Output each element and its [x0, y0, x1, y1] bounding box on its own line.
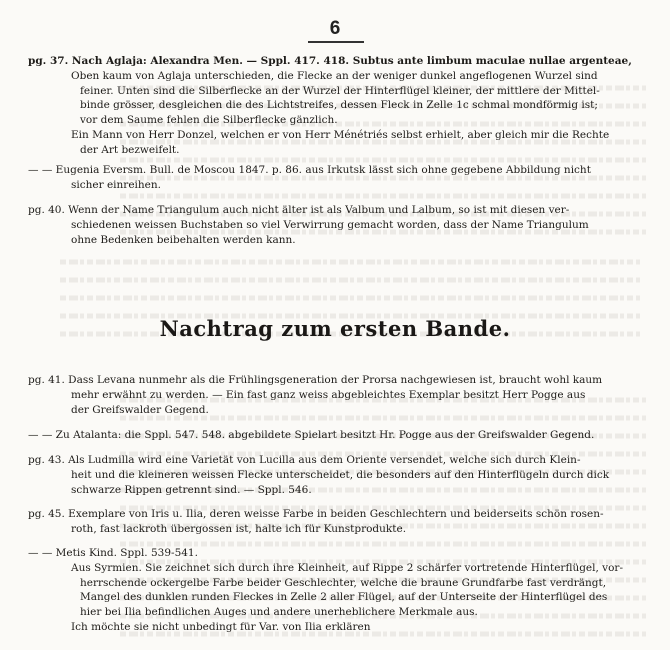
entry-pg37-aglaja [28, 54, 632, 158]
text-line: heit und die kleineren weissen Flecke unterscheidet, die besonders auf den Hinterflügeln durch dick [71, 468, 610, 481]
text-line: schiedenen weissen Buchstaben so viel Verwirrung gemacht worden, dass der Name Triangulum [71, 218, 589, 231]
text-line: ohne Bedenken beibehalten werden kann. [71, 233, 296, 246]
page-number-underline [308, 41, 364, 43]
text-line: mehr erwähnt zu werden. — Ein fast ganz weiss abgebleichtes Exemplar besitzt Herr Pogge aus [71, 388, 586, 401]
text-line: der Greifswalder Gegend. [71, 403, 209, 416]
text-line: pg. 45. Exemplare von Iris u. Ilia, deren weisse Farbe in beiden Geschlechtern und beiderseits schön rosen- [28, 508, 604, 520]
text-line: — — Metis Kind. Sppl. 539-541. [28, 547, 198, 559]
text-line: Ich möchte sie nicht unbedingt für Var. von Ilia erklären [71, 620, 371, 633]
section-heading: Nachtrag zum ersten Bande. [159, 316, 511, 341]
page-number: 6 [329, 18, 341, 39]
text-line: Aus Syrmien. Sie zeichnet sich durch ihre Kleinheit, auf Rippe 2 schärfer vortretende Hinterflügel, vor- [71, 561, 624, 574]
text-line: Ein Mann von Herr Donzel, welchen er von Herr Ménétriés selbst erhielt, aber gleich mir die Rechte [71, 128, 610, 141]
text-line: schwarze Rippen getrennt sind. — Sppl. 546. [71, 483, 312, 496]
entry-eugenia [28, 163, 591, 193]
text-line: pg. 37. Nach Aglaja: Alexandra Men. — Sppl. 417. 418. Subtus ante limbum maculae nullae argenteae, [28, 55, 632, 67]
text-line: sicher einreihen. [71, 178, 161, 191]
text-line: binde grösser, desgleichen die des Lichtstreifes, dessen Fleck in Zelle 1c schmal mondförmig ist; [80, 99, 598, 112]
text-line: pg. 40. Wenn der Name Triangulum auch nicht älter ist als Valbum und Lalbum, so ist mit diesen ver- [28, 204, 570, 216]
text-line: — — Eugenia Eversm. Bull. de Moscou 1847. p. 86. aus Irkutsk lässt sich ohne gegebene Abbildung nicht [28, 164, 591, 176]
text-line: herrschende ockergelbe Farbe beider Geschlechter, welche die braune Grundfarbe fast verdrängt, [80, 576, 607, 589]
text-line: Mangel des dunklen runden Fleckes in Zelle 2 aller Flügel, auf der Unterseite der Hinterflügel des [80, 591, 608, 604]
text-line: Oben kaum von Aglaja unterschieden, die Flecke an der weniger dunkel angeflogenen Wurzel sind [71, 69, 598, 82]
entry-metis [28, 546, 623, 635]
text-line: roth, fast lackroth übergossen ist, halte ich für Kunstprodukte. [71, 522, 407, 535]
text-line: feiner. Unten sind die Silberflecke an der Wurzel der Hinterflügel kleiner, der mittlere der Mittel- [80, 84, 600, 97]
entry-pg43-ludmilla [28, 453, 609, 497]
text-line: pg. 41. Dass Levana nunmehr als die Frühlingsgeneration der Prorsa nachgewiesen ist, braucht wohl kaum [28, 374, 603, 386]
text-line: pg. 43. Als Ludmilla wird eine Varietät von Lucilla aus dem Oriente versendet, welche sich durch Klein- [28, 454, 581, 466]
text-line: der Art bezweifelt. [80, 143, 180, 156]
text-line: vor dem Saume fehlen die Silberflecke gänzlich. [80, 114, 338, 127]
entry-pg40-triangulum [28, 203, 589, 247]
entry-atalanta [28, 428, 594, 443]
entry-pg41-levana [28, 373, 602, 417]
text-line: — — Zu Atalanta: die Sppl. 547. 548. abgebildete Spielart besitzt Hr. Pogge aus der Greifswalder Gegend. [28, 429, 595, 441]
entry-pg45-iris-ilia [28, 507, 604, 537]
text-line: hier bei Ilia befindlichen Auges und andere unerheblichere Merkmale aus. [80, 606, 478, 619]
